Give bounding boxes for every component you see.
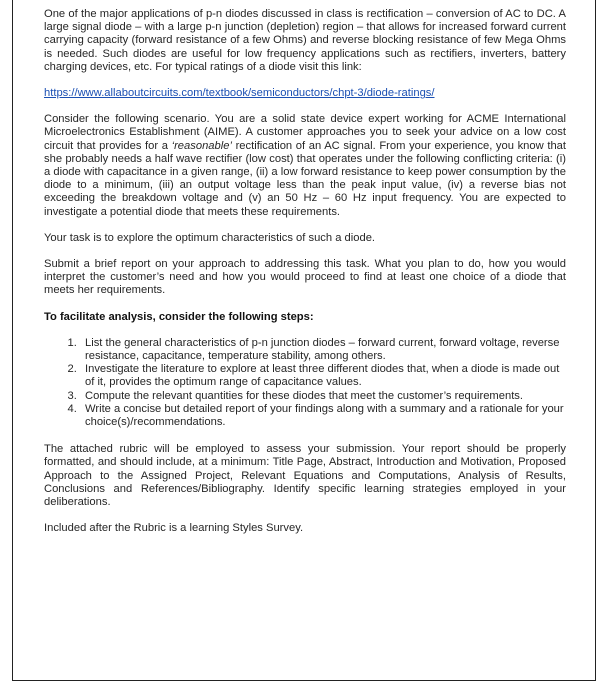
scenario-italic-word: ‘reasonable’ xyxy=(171,139,232,152)
steps-heading: To facilitate analysis, consider the following steps: xyxy=(44,310,314,323)
rubric-paragraph: The attached rubric will be employed to assess your submission. Your report should be properly formatted, and should include, at a minimum: Title Page, Abstract, Introduction and Motivation, Proposed Approach to the Assigned Project, Relevant Equations and Computations, Analysis of Results, Conclusions and References/Bibliography. Identify specific learning strategies employed in your deliberations. xyxy=(44,443,566,509)
submit-paragraph: Submit a brief report on your approach to addressing this task. What you plan to do, how you would interpret the customer’s need and how you would proceed to find at least one choice of a diode that meets her requirements. xyxy=(44,258,566,297)
diode-ratings-link[interactable]: https://www.allaboutcircuits.com/textbook/semiconductors/chpt-3/diode-ratings/ xyxy=(44,87,435,100)
steps-list xyxy=(44,337,566,429)
ratings-link-paragraph xyxy=(44,87,566,100)
scenario-text-start: Consider the following scenario. You are a solid state device expert working for ACME International Microelectronics Establishment (AIME). A customer approaches you to seek your advice on a low cost circuit that provides for a xyxy=(44,113,566,152)
scenario-paragraph xyxy=(44,113,566,219)
step-item: 3. Compute the relevant quantities for these diodes that meet the customer’s requirements. xyxy=(80,390,566,403)
step-item: 1. List the general characteristics of p-n junction diodes – forward current, forward voltage, reverse resistance, capacitance, temperature stability, among others. xyxy=(80,337,566,363)
step-item: 4. Write a concise but detailed report of your findings along with a summary and a rationale for your choice(s)/recommendations. xyxy=(80,403,566,429)
intro-paragraph: One of the major applications of p-n diodes discussed in class is rectification – conversion of AC to DC. A large signal diode – with a large p-n junction (depletion) region – that allows for increased forward current carrying capacity (forward resistance of a few Ohms) and reverse blocking resistance of few Mega Ohms is needed. Such diodes are useful for low frequency applications such as rectifiers, inverters, battery charging devices, etc. For typical ratings of a diode visit this link: xyxy=(44,8,566,73)
scenario-text-end: rectification of an AC signal. From your experience, you know that she probably needs a half wave rectifier (low cost) that operates under the following conflicting criteria: (i) a diode with capacitance in a given range, (ii) a low forward resistance to keep power consumption by the diode to a minimum, (iii) an output voltage less than the peak input value, (iv) a reverse bias not exceeding the breakdown voltage and (v) an 50 Hz – 60 Hz input frequency. You are expected to investigate a potential diode that meets these requirements. xyxy=(44,139,567,218)
step-item: 2. Investigate the literature to explore at least three different diodes that, when a diode is made out of it, provides the optimum range of capacitance values. xyxy=(80,363,566,389)
task-paragraph: Your task is to explore the optimum characteristics of such a diode. xyxy=(44,231,376,244)
document-body xyxy=(44,8,566,549)
survey-paragraph: Included after the Rubric is a learning Styles Survey. xyxy=(44,522,304,535)
